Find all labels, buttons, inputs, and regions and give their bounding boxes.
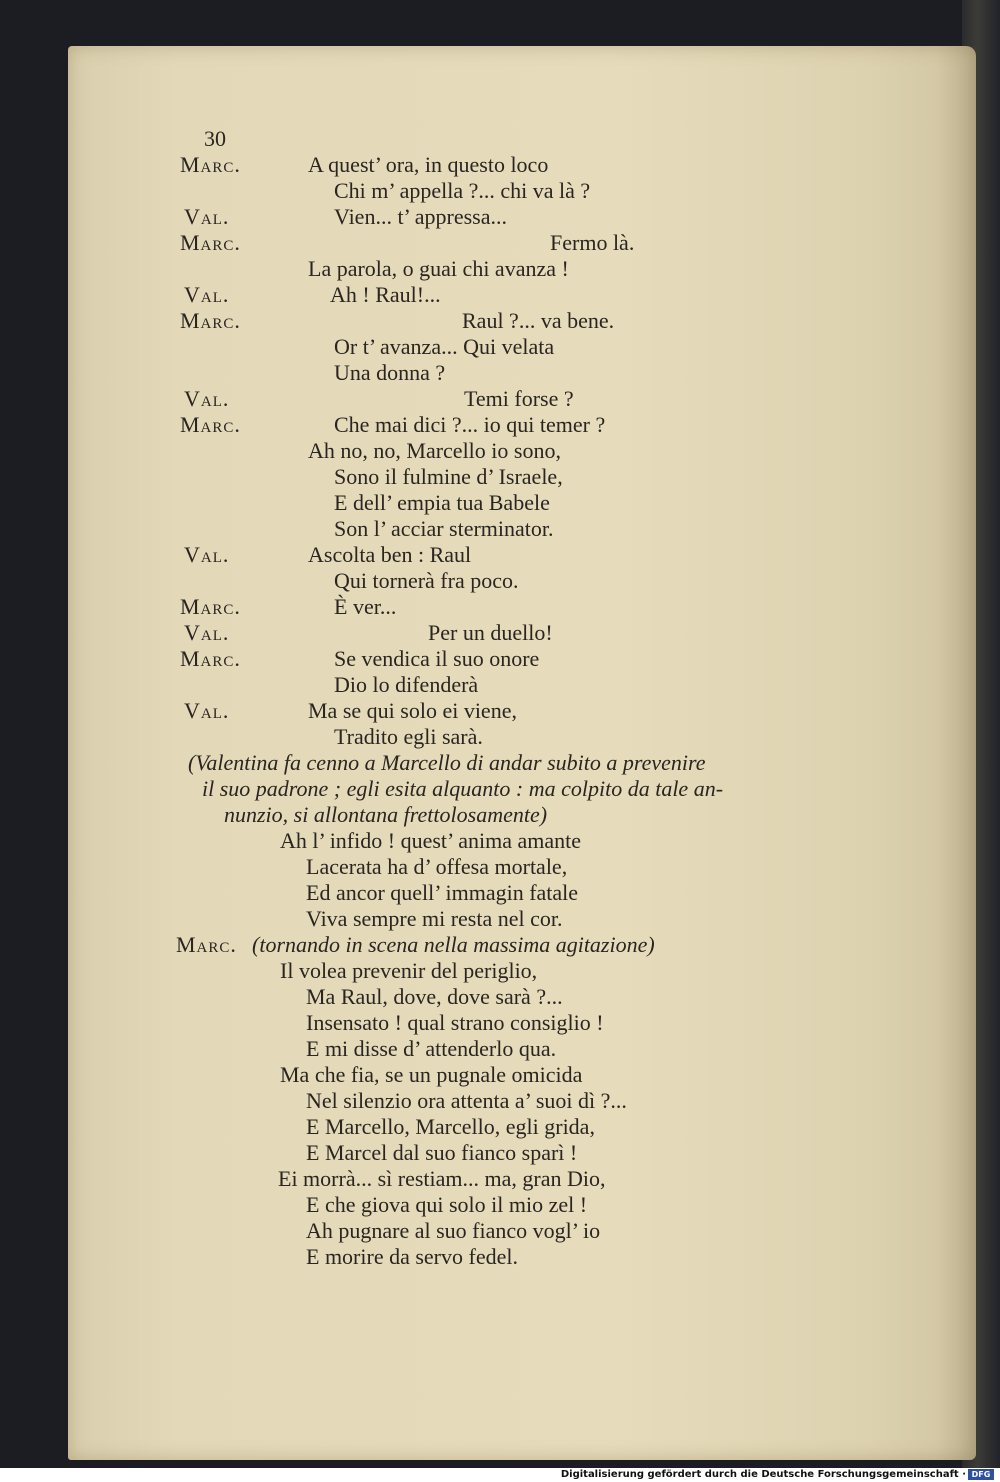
- speaker-label: Marc.: [176, 932, 237, 957]
- verse-line: Temi forse ?: [464, 386, 574, 411]
- speaker-label: Val.: [184, 204, 230, 229]
- speaker-label: Val.: [184, 282, 230, 307]
- verse-line: Chi m’ appella ?... chi va là ?: [334, 178, 591, 203]
- speaker-label: Marc.: [180, 646, 241, 671]
- speaker-label: Marc.: [180, 230, 241, 255]
- verse-line: Ah pugnare al suo fianco vogl’ io: [306, 1218, 601, 1243]
- speaker-label: Marc.: [180, 308, 241, 333]
- verse-line: Una donna ?: [334, 360, 446, 385]
- verse-line: E Marcello, Marcello, egli grida,: [306, 1114, 595, 1139]
- book-page: [68, 46, 976, 1460]
- speaker-label: Marc.: [180, 152, 241, 177]
- verse-line: Se vendica il suo onore: [334, 646, 540, 671]
- speaker-label: Val.: [184, 386, 230, 411]
- verse-line: E dell’ empia tua Babele: [334, 490, 550, 515]
- verse-line: La parola, o guai chi avanza !: [308, 256, 569, 281]
- stage-direction-line: (Valentina fa cenno a Marcello di andar subito a prevenire: [188, 750, 706, 775]
- verse-line: Per un duello!: [428, 620, 553, 645]
- verse-line: Ma che fia, se un pugnale omicida: [280, 1062, 583, 1087]
- verse-line: Qui tornerà fra poco.: [334, 568, 519, 593]
- aria-line: Lacerata ha d’ offesa mortale,: [306, 854, 568, 879]
- verse-line: Raul ?... va bene.: [462, 308, 615, 333]
- verse-line: Il volea prevenir del periglio,: [280, 958, 538, 983]
- page-number: 30: [204, 126, 226, 151]
- verse-line: A quest’ ora, in questo loco: [308, 152, 549, 177]
- verse-line: E che giova qui solo il mio zel !: [306, 1192, 588, 1217]
- verse-line: È ver...: [334, 594, 397, 619]
- verse-line: E morire da servo fedel.: [306, 1244, 518, 1269]
- verse-line: E Marcel dal suo fianco sparì !: [306, 1140, 578, 1165]
- stage-direction: (tornando in scena nella massima agitazione): [252, 932, 655, 957]
- funding-credit: Digitalisierung gefördert durch die Deutsche Forschungsgemeinschaft ·: [560, 1469, 966, 1480]
- verse-line: Or t’ avanza... Qui velata: [334, 334, 555, 359]
- verse-line: Ascolta ben : Raul: [308, 542, 472, 567]
- stage-direction-line: nunzio, si allontana frettolosamente): [224, 802, 548, 827]
- speaker-label: Marc.: [180, 594, 241, 619]
- speaker-label: Val.: [184, 698, 230, 723]
- speaker-label: Marc.: [180, 412, 241, 437]
- verse-line: Tradito egli sarà.: [334, 724, 483, 749]
- stage-direction-line: il suo padrone ; egli esita alquanto : ma colpito da tale an-: [202, 776, 724, 801]
- aria-line: Viva sempre mi resta nel cor.: [306, 906, 563, 931]
- speaker-label: Val.: [184, 620, 230, 645]
- verse-line: Ma Raul, dove, dove sarà ?...: [306, 984, 563, 1009]
- verse-line: Nel silenzio ora attenta a’ suoi dì ?...: [306, 1088, 627, 1113]
- verse-line: Ei morrà... sì restiam... ma, gran Dio,: [278, 1166, 606, 1191]
- aria-line: Ah l’ infido ! quest’ anima amante: [280, 828, 581, 853]
- verse-line: Ma se qui solo ei viene,: [308, 698, 517, 723]
- verse-line: Dio lo difenderà: [334, 672, 479, 697]
- verse-line: Ah no, no, Marcello io sono,: [308, 438, 561, 463]
- dfg-logo: DFG: [968, 1469, 994, 1480]
- speaker-label: Val.: [184, 542, 230, 567]
- verse-line: Insensato ! qual strano consiglio !: [306, 1010, 604, 1035]
- verse-line: E mi disse d’ attenderlo qua.: [306, 1036, 557, 1061]
- aria-line: Ed ancor quell’ immagin fatale: [306, 880, 579, 905]
- verse-line: Fermo là.: [550, 230, 635, 255]
- verse-line: Son l’ acciar sterminator.: [334, 516, 554, 541]
- verse-line: Che mai dici ?... io qui temer ?: [334, 412, 606, 437]
- verse-line: Vien... t’ appressa...: [334, 204, 507, 229]
- verse-line: Sono il fulmine d’ Israele,: [334, 464, 563, 489]
- verse-line: Ah ! Raul!...: [330, 282, 441, 307]
